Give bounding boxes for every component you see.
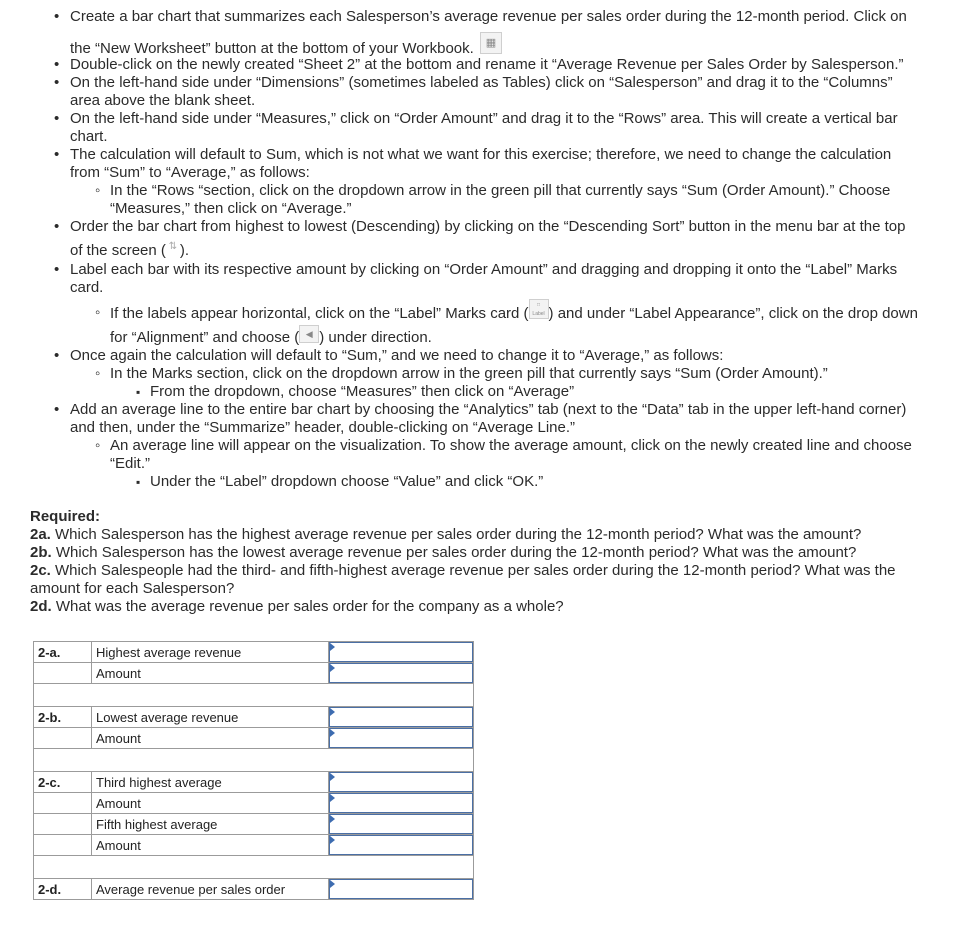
question-text: Which Salesperson has the highest average revenue per sales order during the 12-month period? What was the amount? (50, 526, 862, 543)
instruction-step-2: • Double-click on the newly created “Sheet 2” at the bottom and rename it “Average Revenue per Sales Order by Salesperson.” (70, 56, 904, 74)
instruction-step-1: • Create a bar chart that summarizes each Salesperson’s average revenue per sales order during the 12-month period. Click on (70, 8, 907, 26)
fifth-highest-input[interactable] (329, 814, 473, 834)
question-text: What was the average revenue per sales order for the company as a whole? (51, 598, 564, 615)
instruction-step-5: • The calculation will default to Sum, which is not what we want for this exercise; therefore, we need to change the calculation (70, 146, 891, 164)
table-row-spacer (34, 749, 474, 772)
spacer-cell (34, 684, 474, 707)
instruction-substep-5a-cont: “Measures,” then click on “Average.” (110, 200, 352, 217)
table-row-spacer (34, 856, 474, 879)
instruction-step-7-cont: card. (70, 279, 104, 296)
instruction-step-9-cont: and then, under the “Summarize” header, double-clicking on “Average Line.” (70, 419, 576, 436)
row-tag (34, 814, 92, 835)
row-label: Amount (92, 728, 329, 749)
answer-cell (329, 663, 474, 684)
instruction-substep-9a: ◦ An average line will appear on the visualization. To show the average amount, click on the newly created line and choose (110, 437, 912, 455)
table-row (34, 835, 474, 856)
question-tag: 2d. (30, 598, 52, 615)
answer-cell (329, 707, 474, 728)
row-tag (34, 728, 92, 749)
question-text: Which Salespeople had the third- and fifth-highest average revenue per sales order during the 12-month period? What was the (50, 562, 896, 579)
fifth-amount-input[interactable] (329, 835, 473, 855)
row-label: Lowest average revenue (92, 707, 329, 728)
instruction-substep-9a-cont: “Edit.” (110, 455, 151, 472)
row-tag (34, 793, 92, 814)
instruction-text: If the labels appear horizontal, click on the “Label” Marks card ( (110, 304, 529, 322)
instruction-step-6: • Order the bar chart from highest to lowest (Descending) by clicking on the “Descending Sort” button in the menu bar at the top (70, 218, 905, 236)
required-heading: Required: (30, 508, 101, 525)
answer-cell (329, 879, 474, 900)
question-text: amount for each Salesperson? (30, 580, 235, 597)
spacer-cell (34, 749, 474, 772)
answer-cell (329, 772, 474, 793)
row-label: Amount (92, 835, 329, 856)
question-text: Which Salesperson has the lowest average revenue per sales order during the 12-month period? What was the amount? (51, 544, 857, 561)
row-label: Amount (92, 793, 329, 814)
table-row (34, 728, 474, 749)
question-2a (30, 526, 955, 544)
instruction-text: ). (179, 242, 190, 259)
answer-cell (329, 814, 474, 835)
row-label: Highest average revenue (92, 642, 329, 663)
row-tag: 2-b. (34, 707, 92, 728)
table-row (34, 814, 474, 835)
third-highest-input[interactable] (329, 772, 473, 792)
rotate-direction-icon: ◀ (299, 325, 319, 343)
new-worksheet-icon: ▦ (480, 32, 502, 54)
table-row (34, 772, 474, 793)
table-row (34, 879, 474, 900)
question-tag: 2c. (30, 562, 51, 579)
row-tag (34, 663, 92, 684)
label-marks-card-icon: □ Label (529, 299, 549, 319)
answer-cell (329, 835, 474, 856)
lowest-average-input[interactable] (329, 707, 473, 727)
instruction-substep-8a: ◦ In the Marks section, click on the dropdown arrow in the green pill that currently says “Sum (Order Amount).” (110, 365, 828, 383)
table-row (34, 707, 474, 728)
instruction-step-4: • On the left-hand side under “Measures,” click on “Order Amount” and drag it to the “Rows” area. This will create a vertical bar (70, 110, 898, 128)
row-tag: 2-a. (34, 642, 92, 663)
instruction-step-8: • Once again the calculation will default to “Sum,” and we need to change it to “Average,” as follows: (70, 347, 723, 365)
label-icon-text: Label (532, 311, 545, 317)
row-label: Fifth highest average (92, 814, 329, 835)
highest-average-input[interactable] (329, 642, 473, 662)
instruction-text: ) under direction. (319, 329, 432, 346)
instruction-step-4-cont: chart. (70, 128, 108, 145)
spacer-cell (34, 856, 474, 879)
required-section (30, 508, 955, 616)
instruction-substep-8a-i: ▪ From the dropdown, choose “Measures” then click on “Average” (150, 383, 574, 401)
instruction-text: for “Alignment” and choose ( (110, 329, 300, 346)
instruction-step-3-cont: area above the blank sheet. (70, 92, 256, 109)
row-label: Average revenue per sales order (92, 879, 329, 900)
answer-cell (329, 793, 474, 814)
question-2c (30, 562, 955, 598)
row-tag (34, 835, 92, 856)
instruction-text: of the screen ( (70, 242, 166, 259)
instruction-substep-9a-i: ▪ Under the “Label” dropdown choose “Value” and click “OK.” (150, 473, 543, 491)
table-row (34, 793, 474, 814)
answer-cell (329, 642, 474, 663)
instruction-step-9: • Add an average line to the entire bar chart by choosing the “Analytics” tab (next to the “Data” tab in the upper left-hand corner) (70, 401, 906, 419)
lowest-amount-input[interactable] (329, 728, 473, 748)
instruction-substep-7a-cont (110, 329, 432, 347)
question-2b (30, 544, 955, 562)
third-amount-input[interactable] (329, 793, 473, 813)
company-average-input[interactable] (329, 879, 473, 899)
highest-amount-input[interactable] (329, 663, 473, 683)
instruction-text: the “New Worksheet” button at the bottom of your Workbook. (70, 39, 474, 57)
instruction-substep-7a (110, 304, 918, 324)
table-row-spacer (34, 684, 474, 707)
table-row (34, 642, 474, 663)
instruction-step-6-cont (70, 242, 189, 260)
question-2d (30, 598, 955, 616)
instruction-substep-5a: ◦ In the “Rows “section, click on the dropdown arrow in the green pill that currently says “Sum (Order Amount).” Choose (110, 182, 890, 200)
row-label: Third highest average (92, 772, 329, 793)
descending-sort-icon: ⇅ (168, 241, 178, 253)
table-row (34, 663, 474, 684)
row-tag: 2-d. (34, 879, 92, 900)
row-tag: 2-c. (34, 772, 92, 793)
row-label: Amount (92, 663, 329, 684)
question-tag: 2b. (30, 544, 52, 561)
question-tag: 2a. (30, 526, 51, 543)
instruction-text: ) and under “Label Appearance”, click on the drop down (548, 304, 918, 322)
instruction-step-5-cont: from “Sum” to “Average,” as follows: (70, 164, 310, 181)
instruction-step-3: • On the left-hand side under “Dimensions” (sometimes labeled as Tables) click on “Salesperson” and drag it to the “Columns” (70, 74, 893, 92)
answer-table (33, 641, 474, 900)
answer-cell (329, 728, 474, 749)
instruction-step-7: • Label each bar with its respective amount by clicking on “Order Amount” and dragging and dropping it onto the “Label” Marks (70, 261, 897, 279)
